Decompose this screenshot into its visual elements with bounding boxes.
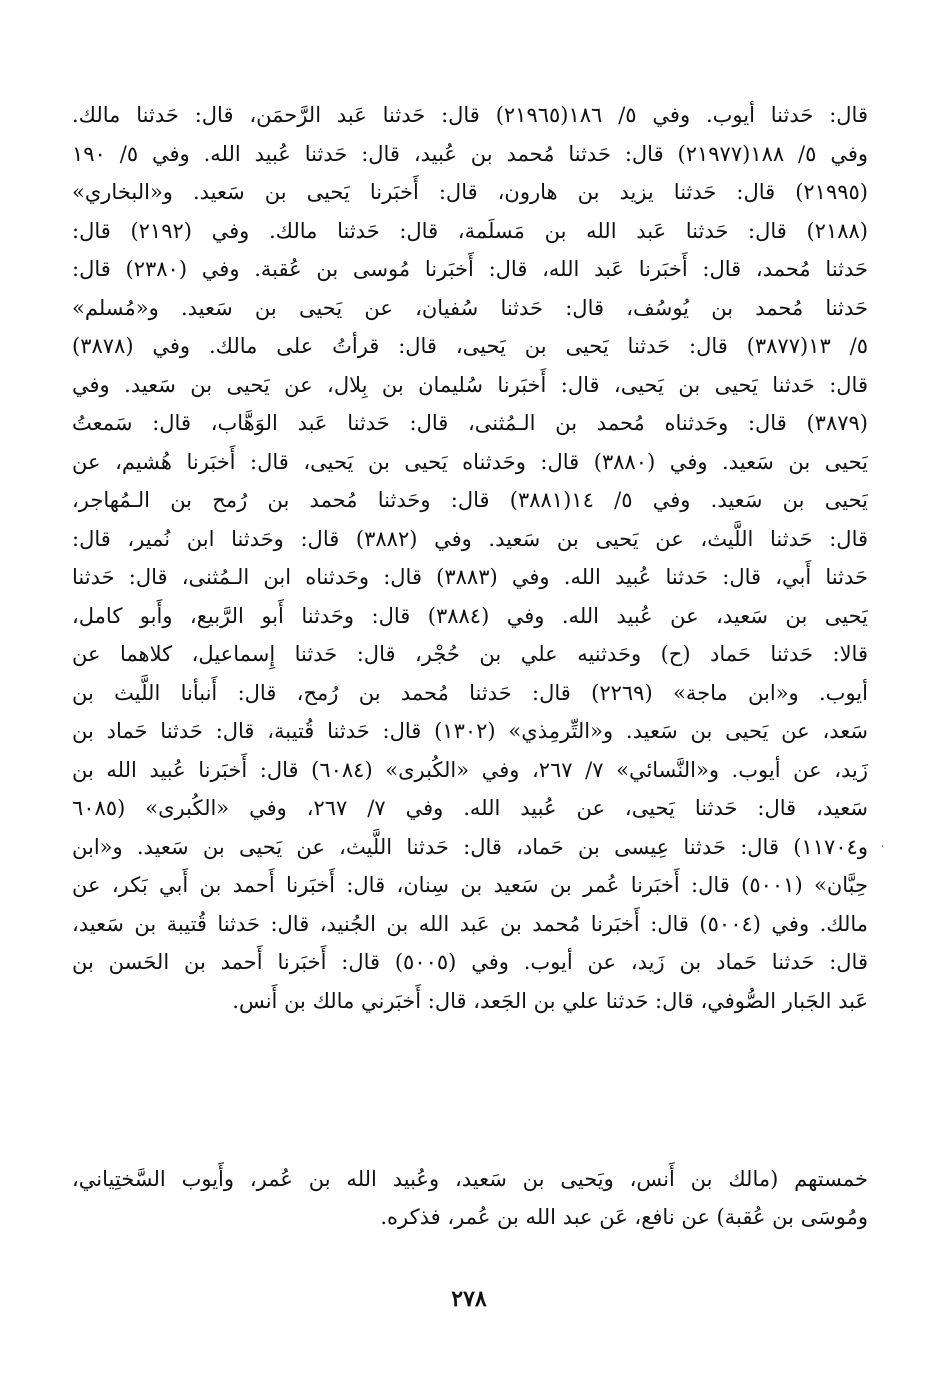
text-line: يَحيى بن سَعيد. وفي ٥/ ١٤(٣٨٨١) قال: وحَدثنا مُحمد بن رُمح بن الـمُهاجر، — [72, 488, 868, 512]
text-line: قال: حَدثنا يَحيى بن يَحيى، قال: أَخبَرنا سُليمان بن بِلال، عن يَحيى بن سَعيد. وفي — [72, 372, 868, 397]
page-number: ٢٧٨ — [451, 1286, 487, 1312]
text-line: حَدثنا أَبي، قال: حَدثنا عُبيد الله. وفي (٣٨٨٣) قال: وحَدثناه ابن الـمُثنى، قال: حَدثنا — [72, 565, 868, 589]
closing-paragraph — [72, 1160, 868, 1236]
text-line: عَبد الجَبار الصُّوفي، قال: حَدثنا علي بن الجَعد، قال: أَخبَرني مالك بن أَنس. — [232, 988, 868, 1013]
text-line: حَدثنا مُحمد بن يُوسُف، قال: حَدثنا سُفيان، عن يَحيى بن سَعيد. و«مُسلم» — [72, 295, 868, 320]
text-line: زَيد، عن أيوب. و«النَّسائي» ٧/ ٢٦٧، وفي «الكُبرى» (٦٠٨٤) قال: أَخبَرنا عُبيد الله بن — [72, 757, 868, 782]
text-line: (٣٨٧٩) قال: وحَدثناه مُحمد بن الـمُثنى، قال: حَدثنا عَبد الوَهَّاب، قال: سَمعتُ — [72, 411, 868, 435]
text-line: ٥/ ١٣(٣٨٧٧) قال: حَدثنا يَحيى بن يَحيى، قال: قرأتُ على مالك. وفي (٣٨٧٨) — [72, 334, 868, 358]
text-line: قال: حَدثنا أيوب. وفي ٥/ ١٨٦(٢١٩٦٥) قال: حَدثنا عَبد الرَّحمَن، قال: حَدثنا مالك. — [72, 103, 868, 127]
main-text-block — [72, 96, 868, 1020]
text-line: قال: حَدثنا اللَّيث، عن يَحيى بن سَعيد. وفي (٣٨٨٢) قال: وحَدثنا ابن نُمير، قال: — [72, 526, 868, 551]
closing-line: ومُوسَى بن عُقبة) عن نافع، عَن عبد الله بن عُمر، فذكره. — [380, 1205, 868, 1229]
text-line: قالا: حَدثنا حَماد (ح) وحَدثنيه علي بن حُجْر، قال: حَدثنا إِسماعيل، كلاهما عن — [72, 642, 868, 666]
text-line: (٢١٩٩٥) قال: حَدثنا يزيد بن هارون، قال: أَخبَرنا يَحيى بن سَعيد. و«البخاري» — [72, 180, 868, 204]
text-line: حِبَّان» (٥٠٠١) قال: أَخبَرنا عُمر بن سَعيد بن سِنان، قال: أَخبَرنا أَحمد بن أَبي بَكر، عن — [72, 873, 868, 897]
text-line: (٢١٨٨) قال: حَدثنا عَبد الله بن مَسلَمة، قال: حَدثنا مالك. وفي (٢١٩٢) قال: — [72, 218, 868, 243]
text-line: مالك. وفي (٥٠٠٤) قال: أَخبَرنا مُحمد بن عَبد الله بن الجُنيد، قال: حَدثنا قُتيبة بن سَعيد، — [72, 911, 868, 936]
text-line: يَحيى بن سَعيد، عن عُبيد الله. وفي (٣٨٨٤) قال: وحَدثنا أَبو الرَّبيع، وأَبو كامل، — [72, 603, 868, 628]
closing-line: خمستهم (مالك بن أَنس، ويَحيى بن سَعيد، وعُبيد الله بن عُمر، وأَيوب السَّختِياني، — [72, 1167, 868, 1191]
text-line: يَحيى بن سَعيد. وفي (٣٨٨٠) قال: وحَدثناه يَحيى بن يَحيى، قال: أَخبَرنا هُشيم، عن — [72, 449, 868, 474]
text-line: سَعيد، قال: حَدثنا يَحيى، عن عُبيد الله. وفي ٧/ ٢٦٧، وفي «الكُبرى» (٦٠٨٥ — [72, 796, 868, 820]
scan-speck-mark: · — [881, 842, 885, 853]
text-line: قال: حَدثنا حَماد بن زَيد، عن أيوب. وفي (٥٠٠٥) قال: أَخبَرنا أَحمد بن الحَسن بن — [72, 950, 868, 974]
text-line: حَدثنا مُحمد، قال: أَخبَرنا عَبد الله، قال: أَخبَرنا مُوسى بن عُقبة. وفي (٢٣٨٠) قال: — [72, 257, 868, 281]
text-line: وفي ٥/ ١٨٨(٢١٩٧٧) قال: حَدثنا مُحمد بن عُبيد، قال: حَدثنا عُبيد الله. وفي ٥/ ١٩٠ — [72, 141, 868, 166]
text-line: و١١٧٠٤) قال: حَدثنا عِيسى بن حَماد، قال: حَدثنا اللَّيث، عن يَحيى بن سَعيد. و«ابن — [72, 834, 868, 859]
text-line: أيوب. و«ابن ماجة» (٢٢٦٩) قال: حَدثنا مُحمد بن رُمح، قال: أَنبأنا اللَّيث بن — [72, 680, 868, 705]
text-line: سَعد، عن يَحيى بن سَعيد. و«التِّرمِذي» (١٣٠٢) قال: حَدثنا قُتيبة، قال: حَدثنا حَماد بن — [72, 719, 868, 743]
